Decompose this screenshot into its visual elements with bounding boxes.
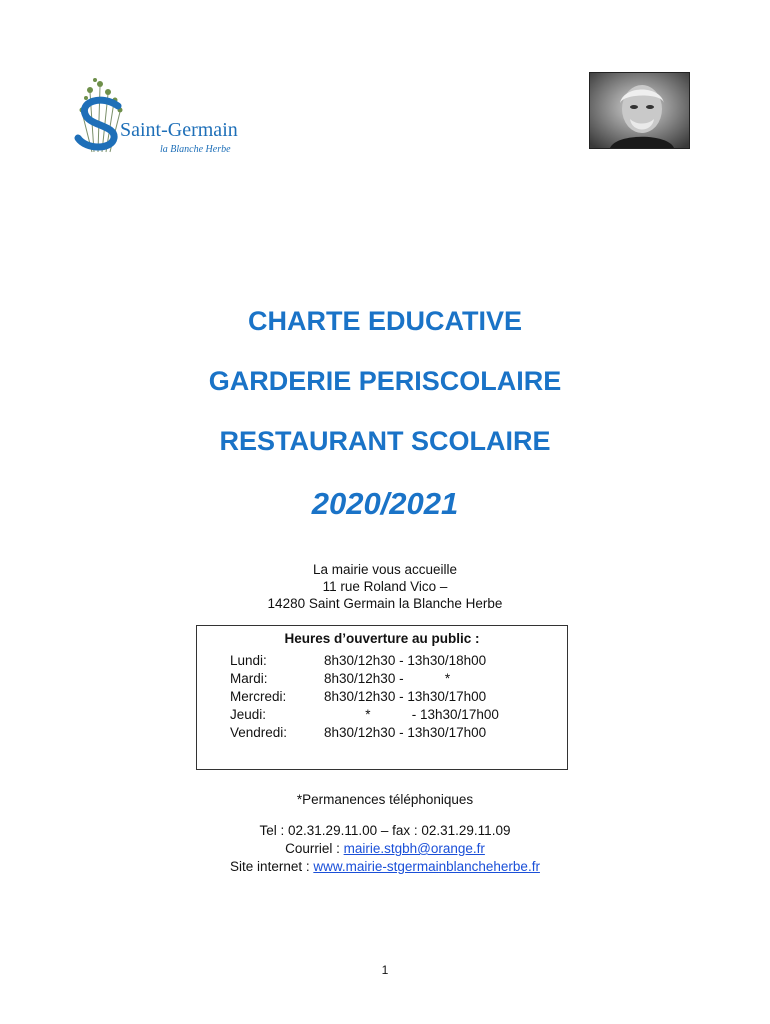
page-number: 1 (381, 963, 389, 977)
hours-day: Lundi: (230, 653, 267, 668)
email-line (0, 840, 770, 858)
phone-permanence-note: *Permanences téléphoniques (296, 792, 474, 807)
email-link[interactable]: mairie.stgbh@orange.fr (343, 841, 485, 856)
portrait-image (589, 72, 690, 149)
phone-fax-line: Tel : 02.31.29.11.00 – fax : 02.31.29.11.09 (259, 823, 511, 838)
website-link[interactable]: www.mairie-stgermainblancheherbe.fr (313, 859, 540, 874)
website-line (0, 858, 770, 876)
saint-germain-logo (72, 72, 254, 158)
hours-row (230, 671, 560, 689)
hours-time: 8h30/12h30 - 13h30/17h00 (324, 725, 487, 740)
hours-day: Vendredi: (230, 725, 288, 740)
address-block (0, 561, 770, 612)
logo-name: Saint-Germain (120, 119, 238, 141)
hours-row (230, 725, 560, 743)
hours-row (230, 689, 560, 707)
hours-time: 8h30/12h30 - 13h30/17h00 (324, 689, 487, 704)
hours-time: 8h30/12h30 - 13h30/18h00 (324, 653, 487, 668)
contact-block (0, 822, 770, 876)
address-line-1: La mairie vous accueille (312, 562, 458, 577)
hours-row (230, 707, 560, 725)
hours-day: Mardi: (230, 671, 268, 686)
opening-hours-box (196, 625, 568, 770)
website-label: Site internet : (230, 859, 314, 874)
hours-day: Mercredi: (230, 689, 287, 704)
title-restaurant-scolaire: RESTAURANT SCOLAIRE (219, 426, 551, 456)
title-year: 2020/2021 (311, 486, 459, 521)
address-line-2: 11 rue Roland Vico – (322, 579, 448, 594)
title-charte-educative: CHARTE EDUCATIVE (247, 306, 522, 336)
email-label: Courriel : (285, 841, 344, 856)
hours-time: * - 13h30/17h00 (324, 707, 499, 722)
title-garderie-periscolaire: GARDERIE PERISCOLAIRE (208, 366, 562, 396)
hours-time: 8h30/12h30 - * (324, 671, 451, 686)
logo-tagline: la Blanche Herbe (160, 144, 231, 155)
opening-hours-title: Heures d’ouverture au public : (284, 631, 480, 646)
address-line-3: 14280 Saint Germain la Blanche Herbe (267, 596, 503, 611)
hours-row (230, 653, 560, 671)
hours-day: Jeudi: (230, 707, 267, 722)
